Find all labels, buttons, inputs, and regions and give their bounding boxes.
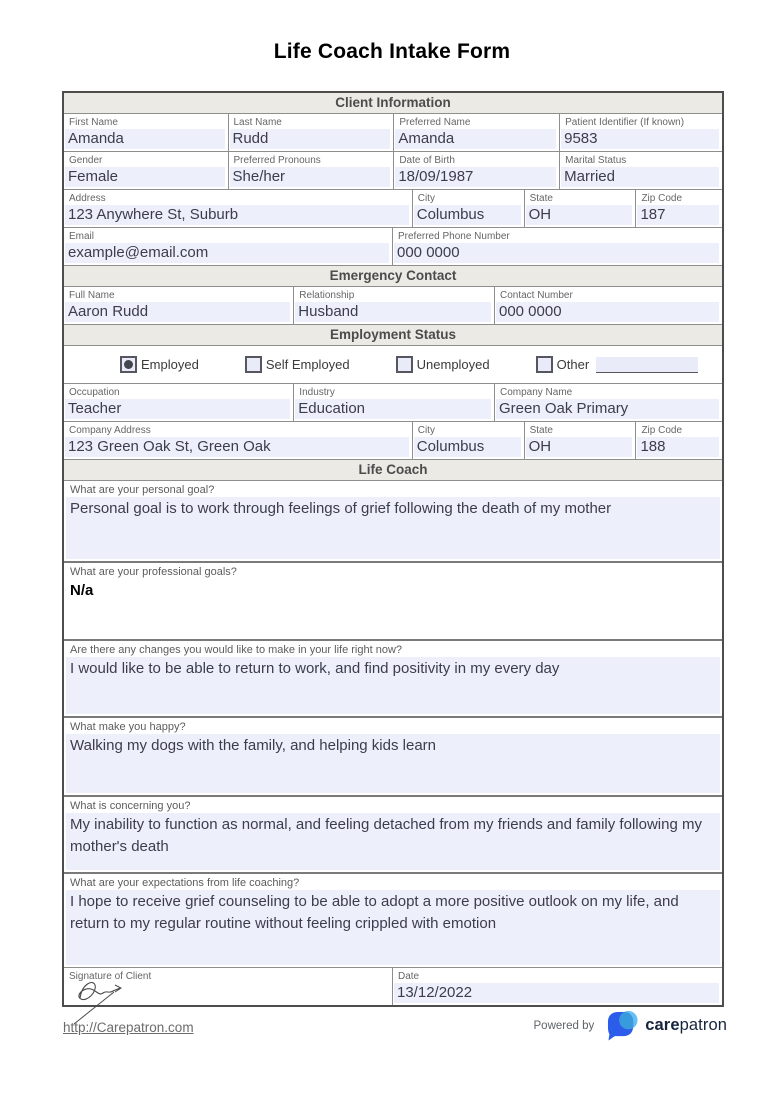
occupation-field — [64, 384, 294, 421]
field-label: Preferred Phone Number — [398, 231, 510, 242]
first-name-input[interactable]: Amanda — [65, 129, 225, 149]
field-label: Signature of Client — [69, 971, 152, 982]
field-label: Industry — [299, 387, 335, 398]
company-zip-field — [636, 422, 722, 459]
checkbox-label: Other — [556, 357, 590, 372]
field-label: First Name — [69, 117, 118, 128]
checked-dot-icon — [124, 360, 133, 369]
company-address-field — [64, 422, 413, 459]
address-input[interactable]: 123 Anywhere St, Suburb — [65, 205, 409, 225]
company-state-input[interactable]: OH — [526, 437, 633, 457]
company-city-input[interactable]: Columbus — [414, 437, 521, 457]
relationship-field — [294, 287, 495, 324]
phone-field — [393, 228, 722, 265]
date-input[interactable]: 13/12/2022 — [394, 983, 719, 1003]
client-info-row-1 — [64, 114, 722, 152]
section-header-client-information: Client Information — [64, 93, 722, 114]
contact-number-input[interactable]: 000 0000 — [496, 302, 719, 322]
city-field — [413, 190, 525, 227]
field-label: State — [529, 193, 553, 204]
emergency-contact-row — [64, 287, 722, 325]
emergency-full-name-input[interactable]: Aaron Rudd — [65, 302, 290, 322]
other-text-input[interactable] — [596, 357, 698, 373]
self-employed-checkbox[interactable] — [245, 356, 262, 373]
employment-row-1 — [64, 384, 722, 422]
question-label: What is concerning you? — [70, 800, 191, 812]
other-checkbox-group[interactable] — [536, 356, 699, 373]
question-what-makes-happy — [64, 718, 722, 797]
question-label: What are your expectations from life coaching? — [70, 877, 300, 889]
field-label: Relationship — [299, 290, 355, 301]
preferred-name-input[interactable]: Amanda — [395, 129, 556, 149]
field-label: Patient Identifier (If known) — [565, 117, 685, 128]
field-label: State — [529, 425, 553, 436]
field-label: Gender — [69, 155, 103, 166]
patient-id-field — [560, 114, 722, 151]
date-field — [393, 968, 722, 1005]
field-label: City — [417, 425, 435, 436]
city-input[interactable]: Columbus — [414, 205, 521, 225]
preferred-name-field — [394, 114, 560, 151]
state-field — [525, 190, 637, 227]
section-header-employment-status: Employment Status — [64, 325, 722, 346]
brand-care: care — [645, 1016, 680, 1034]
dob-input[interactable]: 18/09/1987 — [395, 167, 556, 187]
signature-field[interactable] — [64, 968, 393, 1005]
concerns-textarea[interactable]: My inability to function as normal, and feeling detached from my friends and family following my mother's death — [66, 813, 720, 870]
first-name-field — [64, 114, 229, 151]
patient-id-input[interactable]: 9583 — [561, 129, 719, 149]
professional-goals-textarea[interactable]: N/a — [66, 579, 720, 637]
company-address-input[interactable]: 123 Green Oak St, Green Oak — [65, 437, 409, 457]
question-personal-goals — [64, 481, 722, 563]
field-label: Company Name — [499, 387, 573, 398]
checkbox-label: Unemployed — [416, 357, 490, 372]
page-title: Life Coach Intake Form — [273, 40, 511, 63]
checkbox-label: Employed — [141, 357, 199, 372]
field-label: Preferred Name — [399, 117, 471, 128]
field-label: Contact Number — [499, 290, 573, 301]
other-checkbox[interactable] — [536, 356, 553, 373]
question-label: What make you happy? — [70, 721, 186, 733]
gender-input[interactable]: Female — [65, 167, 225, 187]
company-state-field — [525, 422, 637, 459]
brand-patron: patron — [679, 1016, 727, 1034]
pronouns-field — [229, 152, 395, 189]
brand-name — [645, 1016, 727, 1035]
personal-goals-textarea[interactable]: Personal goal is to work through feelings of grief following the death of my mother — [66, 497, 720, 559]
question-concerns — [64, 797, 722, 874]
last-name-field — [229, 114, 395, 151]
company-city-field — [413, 422, 525, 459]
question-label: What are your professional goals? — [70, 566, 237, 578]
powered-by-label: Powered by — [533, 1019, 595, 1032]
field-label: City — [417, 193, 435, 204]
field-label: Date — [398, 971, 420, 982]
field-label: Company Address — [69, 425, 151, 436]
question-label: What are your personal goal? — [70, 484, 215, 496]
client-info-row-3 — [64, 190, 722, 228]
employed-checkbox[interactable] — [120, 356, 137, 373]
carepatron-logo-icon — [605, 1010, 640, 1041]
field-label: Zip Code — [641, 425, 683, 436]
zip-field — [636, 190, 722, 227]
field-label: Email — [69, 231, 95, 242]
occupation-input[interactable]: Teacher — [65, 399, 290, 419]
client-info-row-2 — [64, 152, 722, 190]
question-expectations — [64, 874, 722, 968]
pronouns-input[interactable]: She/her — [230, 167, 391, 187]
state-input[interactable]: OH — [526, 205, 633, 225]
field-label: Marital Status — [565, 155, 627, 166]
powered-by — [534, 1010, 727, 1041]
company-zip-input[interactable]: 188 — [637, 437, 719, 457]
relationship-input[interactable]: Husband — [295, 302, 491, 322]
email-input[interactable]: example@email.com — [65, 243, 389, 263]
marital-status-input[interactable]: Married — [561, 167, 719, 187]
industry-input[interactable]: Education — [295, 399, 491, 419]
section-header-emergency-contact: Emergency Contact — [64, 266, 722, 287]
expectations-textarea[interactable]: I hope to receive grief counseling to be able to adopt a more positive outlook on my life, and return to my regular routine without feeling crippled with emotion — [66, 890, 720, 965]
phone-input[interactable]: 000 0000 — [394, 243, 719, 263]
company-name-field — [495, 384, 722, 421]
last-name-input[interactable]: Rudd — [230, 129, 391, 149]
field-label: Occupation — [69, 387, 120, 398]
question-professional-goals — [64, 563, 722, 641]
field-label: Last Name — [233, 117, 282, 128]
intake-form — [62, 91, 724, 1007]
unemployed-checkbox[interactable] — [396, 356, 413, 373]
self-employed-checkbox-group[interactable] — [245, 356, 350, 373]
employed-checkbox-group[interactable] — [120, 356, 199, 373]
section-header-life-coach: Life Coach — [64, 460, 722, 481]
field-label: Full Name — [69, 290, 115, 301]
question-label: Are there any changes you would like to make in your life right now? — [70, 644, 403, 656]
industry-field — [294, 384, 495, 421]
gender-field — [64, 152, 229, 189]
employment-row-2 — [64, 422, 722, 460]
marital-status-field — [560, 152, 722, 189]
emergency-full-name-field — [64, 287, 294, 324]
zip-input[interactable]: 187 — [637, 205, 719, 225]
what-makes-happy-textarea[interactable]: Walking my dogs with the family, and helping kids learn — [66, 734, 720, 793]
signature-row — [64, 968, 722, 1005]
address-field — [64, 190, 413, 227]
employment-options-row — [64, 346, 722, 384]
field-label: Date of Birth — [399, 155, 455, 166]
checkbox-label: Self Employed — [265, 357, 350, 372]
dob-field — [394, 152, 560, 189]
carepatron-link[interactable]: http://Carepatron.com — [63, 1020, 194, 1035]
field-label: Address — [69, 193, 106, 204]
field-label: Zip Code — [641, 193, 683, 204]
client-info-row-4 — [64, 228, 722, 266]
question-life-changes — [64, 641, 722, 718]
unemployed-checkbox-group[interactable] — [396, 356, 490, 373]
contact-number-field — [495, 287, 722, 324]
company-name-input[interactable]: Green Oak Primary — [496, 399, 719, 419]
email-field — [64, 228, 393, 265]
life-changes-textarea[interactable]: I would like to be able to return to work, and find positivity in my every day — [66, 657, 720, 714]
field-label: Preferred Pronouns — [233, 155, 321, 166]
